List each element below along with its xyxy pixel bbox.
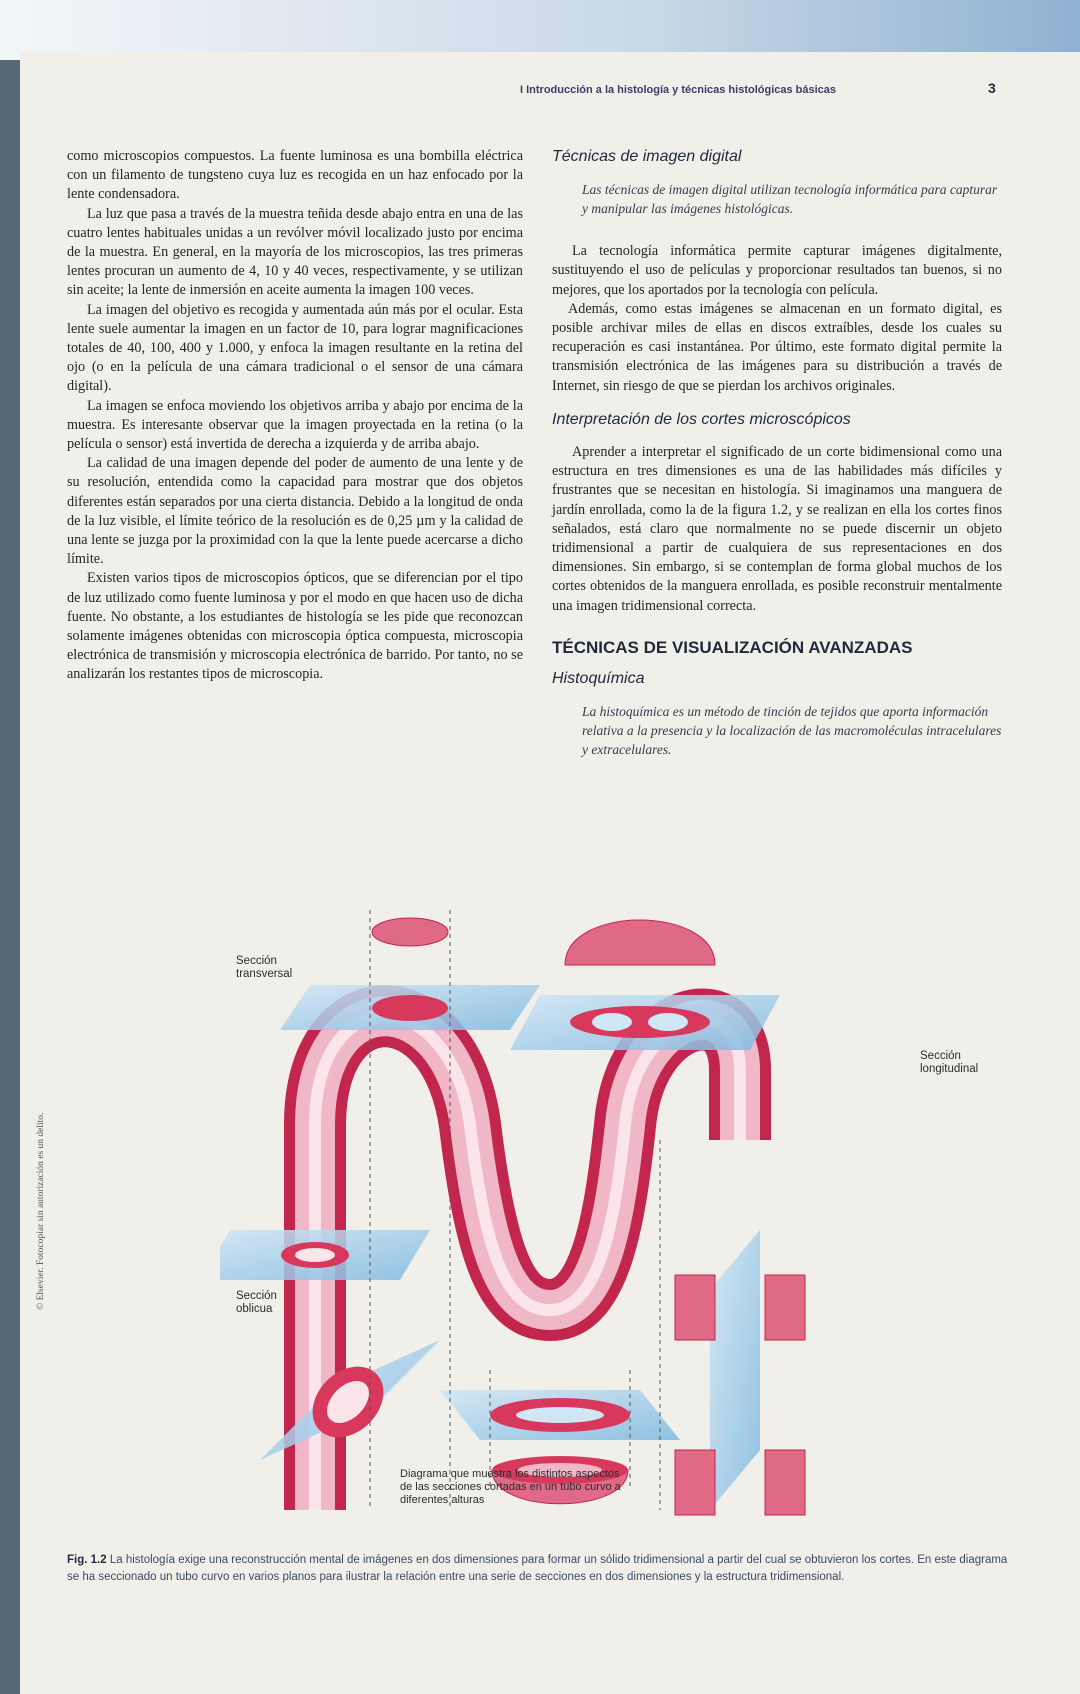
paragraph: La imagen del objetivo es recogida y aumentada aún más por el ocular. Esta lente suele aumentar la imagen en un factor de 10, para lograr magnificaciones totales de 40, 100, 400 y 1.000, y enfoca la imagen resultante en la retina del ojo (o en la película de una cámara tradicional o el sensor de una cámara digital). <box>67 301 523 395</box>
section-heading: Histoquímica <box>552 670 645 688</box>
paragraph: La calidad de una imagen depende del poder de aumento de una lente y de su resolución, entendida como la capacidad para mostrar que dos objetos diferentes están separados por una cierta distancia. Debido a la longitud de onda de la luz visible, el límite teórico de la resolución es de 0,25 µm y la calidad de una lente se juzga por la proximidad con la que la lente puede acercarse a dicho límite. <box>67 455 523 568</box>
tube-sections-illustration <box>220 890 1040 1530</box>
section-heading: Interpretación de los cortes microscópicos <box>552 410 851 428</box>
paragraph: Además, como estas imágenes se almacenan en un formato digital, es posible archivar miles de ellas en discos extraíbles, desde los cuales su recuperación es casi instantánea. Por último, este formato digital permite la transmisión electrónica de las imágenes para su distribución a través de Internet, sin riesgo de que se pierdan los archivos originales. <box>552 300 1002 394</box>
right-column <box>552 147 1002 783</box>
left-column <box>67 147 523 685</box>
major-heading: TÉCNICAS DE VISUALIZACIÓN AVANZADAS <box>552 637 913 657</box>
page-number: 3 <box>988 80 996 96</box>
paragraph: La tecnología informática permite capturar imágenes digitalmente, sustituyendo el uso de películas y proporcionar resultados tan buenos, si no mejores, que los aportados por la tecnología con película. <box>552 243 1002 298</box>
label-diagram-description: Diagrama que muestra los distintos aspectos de las secciones cortadas en un tubo curvo a diferentes alturas <box>400 1468 621 1506</box>
figure-caption <box>67 1552 1012 1586</box>
section-heading: Técnicas de imagen digital <box>552 148 742 165</box>
paragraph: Existen varios tipos de microscopios ópticos, que se diferencian por el tipo de luz utilizado como fuente luminosa y por el modo en que hacen uso de dicha fuente. No obstante, a los estudiantes de histología se les pide que reconozcan solamente imágenes obtenidas con microscopia óptica compuesta, microscopia electrónica de transmisión y microscopia electrónica de barrido. Por tanto, no se analizarán los restantes tipos de microscopia. <box>67 570 523 683</box>
label-longitudinal: Sección longitudinal <box>920 1050 979 1075</box>
label-oblicua: Sección oblicua <box>236 1290 277 1315</box>
section-dome <box>565 920 715 965</box>
paragraph: La imagen se enfoca moviendo los objetivos arriba y abajo por encima de la muestra. Es interesante observar que la imagen proyectada en la retina (o la película o sensor) está invertida de derecha a izquierda y de arriba abajo. <box>67 397 523 453</box>
running-header: I Introducción a la histología y técnicas histológicas básicas <box>520 84 837 96</box>
paragraph: Aprender a interpretar el significado de un corte bidimensional como una estructura en tres dimensiones es una de las habilidades más difíciles y frustrantes que se necesitan en histología. Si imaginamos una manguera de jardín enrollada, como la de la figura 1.2, y se realizan en ella los cortes finos señalados, está claro que normalmente no se puede discernir un objeto tridimensional a partir de cualquiera de sus representaciones en dos dimensiones. Sin embargo, si se contemplan de forma global muchos de los cortes obtenidos de la manguera enrollada, es posible reconstruir mentalmente una imagen tridimensional correcta. <box>552 444 1002 614</box>
section-summary: La histoquímica es un método de tinción de tejidos que aporta información relativa a la presencia y la localización de las macromoléculas intracelulares y extracelulares. <box>582 704 1002 758</box>
caption-text: La histología exige una reconstrucción mental de imágenes en dos dimensiones para formar un sólido tridimensional a partir del cual se obtuvieron los cortes. En este diagrama se ha seccionado un tubo curvo en varios planos para ilustrar la relación entre una serie de secciones en dos dimensiones y la estructura tridimensional. <box>67 1554 1008 1583</box>
paragraph: como microscopios compuestos. La fuente luminosa es una bombilla eléctrica con un filamento de tungsteno cuya luz es recogida en un haz enfocado por la lente condensadora. <box>67 148 523 203</box>
paragraph: La luz que pasa a través de la muestra teñida desde abajo entra en una de las cuatro lentes habituales unidas a un revólver móvil localizado justo por encima de la muestra. En general, en la mayoría de los microscopios, las tres primeras lentes procuran un aumento de 4, 10 y 40 veces, respectivamente, y se utilizan sin aceite; la lente de inmersión en aceite aumenta la imagen 100 veces. <box>67 205 523 299</box>
background-band <box>0 0 1080 60</box>
copyright-notice: © Elsevier. Fotocopiar sin autorización es un delito. <box>36 1112 46 1310</box>
label-transversal: Sección transversal <box>236 955 293 980</box>
caption-label: Fig. 1.2 <box>67 1554 107 1566</box>
section-slab <box>372 918 448 946</box>
figure-diagram <box>220 890 1040 1530</box>
section-plane <box>710 1230 760 1510</box>
section-summary: Las técnicas de imagen digital utilizan tecnología informática para capturar y manipular las imágenes histológicas. <box>582 182 998 217</box>
